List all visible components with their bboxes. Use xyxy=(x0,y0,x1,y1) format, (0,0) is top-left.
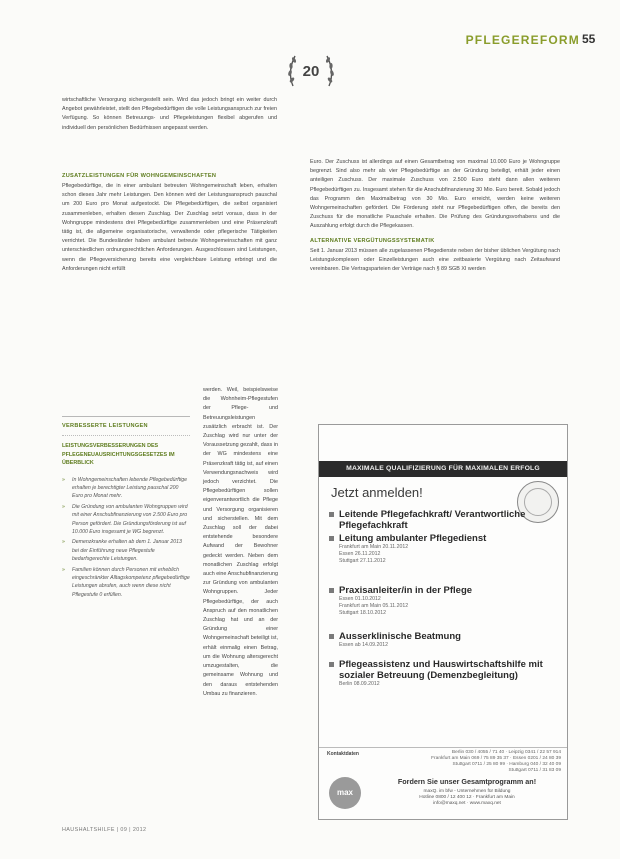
ad-course-title: Leitende Pflegefachkraft/ Verantwortliche Pflegefachkraft xyxy=(329,509,529,531)
sidebar-subtitle: LEISTUNGSVERBESSERUNGEN DES PFLEGENEUAUSRICHTUNGSGESETZES IM ÜBERBLICK xyxy=(62,443,175,466)
ad-course-date: Berlin 08.09.2012 xyxy=(339,681,380,687)
right-column xyxy=(310,158,560,274)
magazine-section-title: PFLEGEREFORM xyxy=(465,33,580,47)
section-body: Pflegebedürftige, die in einer ambulant betreuten Wohngemeinschaft leben, erhalten schon dieses Jahr mehr Leistungen. Den können wird der Leistungsanspruch pauschal um 200 Euro pro Monat aufgestockt. Die Pflegebedürftigen, die selbst organisiert zusammenleben, erhalten diesen Zuschlag. Der Zuschlag setzt voraus, dass in der Wohngruppe mindestens drei Pflegebedürftige zusammenleben und eine Präsenzkraft tätig ist, die allgemeine organisatorische, verwaltende oder pflegerische Tätigkeiten verrichtet. Die Bundesländer haben ambulant betreute Wohngemeinschaften mit ganz unterschiedlichen ordnungsrechtlichen Anforderungen. Ausgeschlossen sind Leistungen, wenn die Pflegeversicherung bereits eine vergleichbare Leistung erbringt und die Anforderungen nicht erfüllt xyxy=(62,183,277,272)
left-section xyxy=(62,173,277,274)
ad-course-item xyxy=(329,585,529,618)
ad-headline: Jetzt anmelden! xyxy=(331,485,423,500)
ad-cta-line: maxQ. im bfw - Unternehmen für Bildung xyxy=(423,789,511,794)
emblem-number: 20 xyxy=(302,63,320,80)
ad-cta-lines xyxy=(375,789,559,808)
ad-course-date: Essen ab 14.09.2012 xyxy=(339,642,389,648)
right-section-heading: ALTERNATIVE VERGÜTUNGSSYSTEMATIK xyxy=(310,237,435,244)
intro-paragraph: wirtschaftliche Versorgung sichergestellt sein. Wird das jedoch bringt ein weiter durch Angebot gewährleistet, stellt den Pflegebedürftigen die volle Leistungsanspruch zur freien Verfügung. So können Betreuungs- und Pflegeleistungen flexibel abgerufen und individuell den persönlichen Bedürfnissen angepasst werden. xyxy=(62,97,277,131)
ad-contact-line: Frankfurt am Main 069 / 75 89 35 37 · Essen 0201 / 24 80 39 xyxy=(431,756,561,761)
ad-course-date: Stuttgart 27.11.2012 xyxy=(339,558,386,565)
ad-course-title: Praxisanleiter/in in der Pflege xyxy=(329,585,529,596)
ad-contacts xyxy=(319,747,567,774)
ad-course-title: Pflegeassistenz und Hauswirtschaftshilfe mit sozialer Betreuung (Demenzbegleitung) xyxy=(329,659,549,681)
ad-contacts-lines xyxy=(377,750,561,774)
ad-call-to-action: Fordern Sie unser Gesamtprogramm an! xyxy=(397,777,537,786)
sidebar-title: VERBESSERTE LEISTUNGEN xyxy=(62,417,190,436)
section-heading: ZUSATZLEISTUNGEN FÜR WOHNGEMEINSCHAFTEN xyxy=(62,173,217,179)
list-item: » In Wohngemeinschaften lebende Pflegebedürftige erhalten je berechtigter Leistung pauschal 200 Euro pro Monat mehr. xyxy=(62,476,190,501)
ad-course-item xyxy=(329,509,529,531)
ad-course-date: Essen 01.10.2012 xyxy=(339,596,381,602)
list-item: » Familien können durch Personen mit erheblich eingeschränkter Alltagskompetenz pflegebedürftige Leistungen abrufen, auch wenn diese nicht Pflegestufe 0 erfüllen. xyxy=(62,566,190,600)
sidebar-list xyxy=(62,476,190,600)
ad-course-item xyxy=(329,659,549,688)
right-paragraph-one: Euro. Der Zuschuss ist allerdings auf einen Gesamtbetrag von maximal 10.000 Euro je Wohngruppe begrenzt. Sind also mehr als vier Pflegebedürftige an der Gründung beteiligt, erhält jeder einen anteiligen Zuschuss. Der maximale Zuschuss von 2.500 Euro steht dann allen weiteren Pflegebedürftigen zu. Insgesamt stehen für die Anschubfinanzierung 30 Mio. Euro bereit. Sobald jedoch das Programm den Maximalbetrag von 30 Mio. Euro erreicht, werden keine weiteren Wohngemeinschaften gefördert. Die Förderung steht nur Pflegebedürftigen offen, die bereits den Zuschuss für die monatliche Pauschale erhalten. Die Prüfung des Gründungsvorhabens und die Auszahlung erfolgt durch die Pflegekassen. xyxy=(310,159,560,230)
ad-course-title: Ausserklinische Beatmung xyxy=(329,631,529,642)
middle-column-text: werden. Weil, beispielsweise die Wohnheim-Pflegestufen der Pflege- und Betreuungsleistungen zusätzlich erbracht ist. Der Zuschlag wird nur unter der Voraussetzung gezahlt, dass in der WG mindestens eine Präsenzkraft tätig ist, auf einen Verwendungsnachweis wird jedoch verzichtet. Die Pflegebedürftigen sollen eigenverantwortlich die Pflege und Versorgung organisieren und sicherstellen. Mit dem Zuschlag soll der dabei entstehende besondere Aufwand der Bewohner gedeckt werden. Neben dem monatlichen Zuschlag erfolgt auch eine Anschubfinanzierung zur Gründung von ambulanten Wohngruppen. Jeder Pflegebedürftige, der auch Anspruch auf den monatlichen Zuschlag hat und an der Gründung einer Wohngemeinschaft beteiligt ist, erhält einmalig einen Betrag, um die Wohnung altersgerecht umzugestalten, die gemeinsame Wohnung und den daraus entstehenden Umbau zu finanzieren. xyxy=(203,387,278,697)
ad-course-date: Essen 26.11.2012 xyxy=(339,551,381,558)
list-item: » Demenzkranke erhalten ab dem 1. Januar 2013 bei der Einführung neue Pflegestufe bedarfsgerechte Leistungen. xyxy=(62,538,190,563)
page-number: 55 xyxy=(582,32,596,46)
ad-contact-line: Stuttgart 0711 / 25 80 99 · Hamburg 040 / 32 40 09 xyxy=(452,762,561,767)
right-paragraph-two: Seit 1. Januar 2013 müssen alle zugelassenen Pflegedienste neben der bisher üblichen Vergütung nach Leistungskomplexen oder Einzelleistungen auch eine zeitbasierte Vergütung nach Zeitaufwand vereinbaren. Die Vertragsparteien der Verträge nach § 89 SGB XI werden xyxy=(310,247,560,273)
ad-contacts-label: Kontaktdaten xyxy=(327,751,359,757)
laurel-emblem-icon xyxy=(283,42,339,98)
ad-banner: MAXIMALE QUALIFIZIERUNG FÜR MAXIMALEN ERFOLG xyxy=(319,461,567,477)
ad-course-title: Leitung ambulanter Pflegedienst xyxy=(329,533,529,544)
page-footer: HAUSHALTSHILFE | 09 | 2012 xyxy=(62,827,147,833)
ad-course-item xyxy=(329,533,529,566)
ad-cta-line: Hotline 0800 / 12 400 12 · Frankfurt am Main xyxy=(419,795,515,801)
ad-course-date: Frankfurt am Main 20.11.2012 xyxy=(339,544,409,550)
max-logo-icon: max xyxy=(329,777,361,809)
sidebar-box xyxy=(62,416,190,821)
ad-course-item xyxy=(329,631,529,649)
advertisement xyxy=(318,424,568,820)
ad-course-date: Frankfurt am Main 05.11.2012 xyxy=(339,603,409,610)
ad-course-date: Stuttgart 18.10.2012 xyxy=(339,610,387,617)
ad-contact-line: Stuttgart 0711 / 31 83 09 xyxy=(508,768,561,773)
ad-contact-line: Berlin 030 / 4055 / 71 40 · Leipzig 0341 / 22 57 914 xyxy=(451,750,561,755)
list-item: » Die Gründung von ambulanten Wohngruppen wird mit einer Anschubfinanzierung von 2.500 Euro pro Person gefördert. Die Gründungsförderung ist auf 10.000 Euro insgesamt je WG begrenzt. xyxy=(62,503,190,537)
ad-cta-line: info@maxq.net · www.maxq.net xyxy=(433,801,501,807)
